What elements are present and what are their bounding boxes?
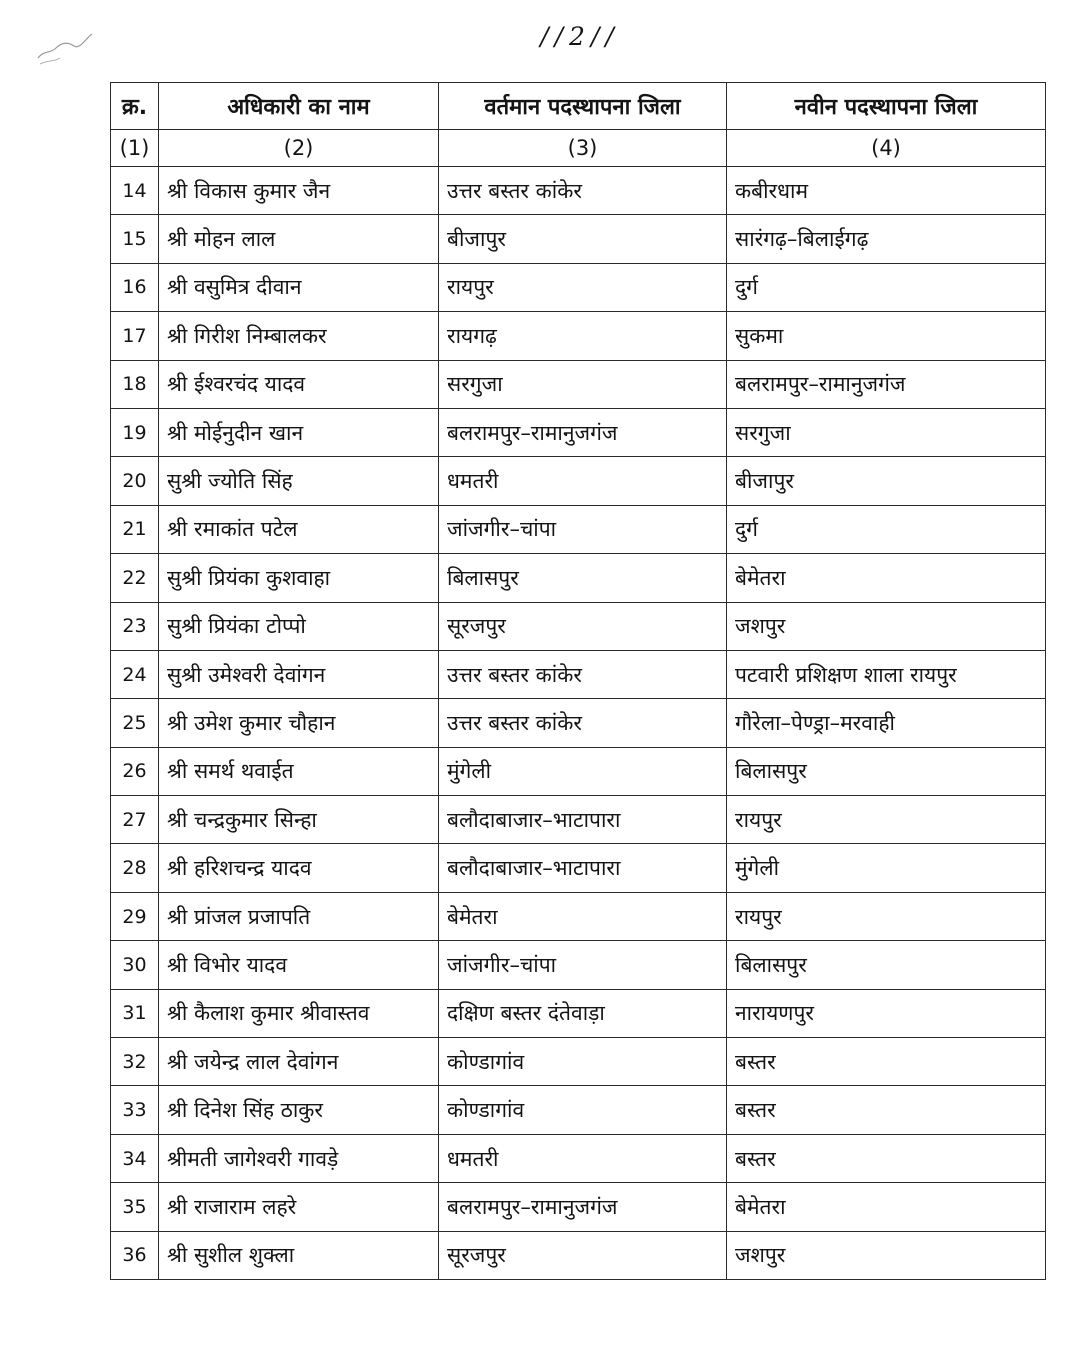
current-district-cell: रायगढ़ [439, 312, 727, 360]
serial-number-cell: 31 [111, 989, 159, 1037]
officer-name-cell: श्री कैलाश कुमार श्रीवास्तव [159, 989, 439, 1037]
officer-name-cell: श्री हरिशचन्द्र यादव [159, 844, 439, 892]
officer-name-cell: सुश्री प्रियंका टोप्पो [159, 602, 439, 650]
current-district-cell: जांजगीर–चांपा [439, 505, 727, 553]
serial-number-cell: 30 [111, 941, 159, 989]
column-number-1: (1) [111, 130, 159, 167]
officer-name-cell: सुश्री ज्योति सिंह [159, 457, 439, 505]
table-row [111, 1183, 1046, 1231]
table-row [111, 602, 1046, 650]
serial-number-cell: 21 [111, 505, 159, 553]
table-row [111, 408, 1046, 456]
page-number: //2// [540, 22, 620, 51]
current-district-cell: बलौदाबाजार–भाटापारा [439, 844, 727, 892]
new-district-cell: सरगुजा [727, 408, 1046, 456]
table-row [111, 1086, 1046, 1134]
officer-name-cell: सुश्री उमेश्वरी देवांगन [159, 650, 439, 698]
officer-name-cell: श्री राजाराम लहरे [159, 1183, 439, 1231]
serial-number-cell: 28 [111, 844, 159, 892]
current-district-cell: उत्तर बस्तर कांकेर [439, 167, 727, 215]
current-district-cell: उत्तर बस्तर कांकेर [439, 699, 727, 747]
new-district-cell: पटवारी प्रशिक्षण शाला रायपुर [727, 650, 1046, 698]
serial-number-cell: 19 [111, 408, 159, 456]
new-district-cell: बलरामपुर–रामानुजगंज [727, 360, 1046, 408]
officer-name-cell: श्री समर्थ थवाईत [159, 747, 439, 795]
current-district-cell: सूरजपुर [439, 1231, 727, 1279]
serial-number-cell: 35 [111, 1183, 159, 1231]
officer-name-cell: श्री ईश्वरचंद यादव [159, 360, 439, 408]
new-district-cell: बिलासपुर [727, 747, 1046, 795]
officer-name-cell: श्री सुशील शुक्ला [159, 1231, 439, 1279]
table-row [111, 892, 1046, 940]
serial-number-cell: 15 [111, 215, 159, 263]
new-district-cell: बिलासपुर [727, 941, 1046, 989]
serial-number-cell: 29 [111, 892, 159, 940]
table-row [111, 796, 1046, 844]
officer-name-cell: श्री रमाकांत पटेल [159, 505, 439, 553]
current-district-cell: बिलासपुर [439, 554, 727, 602]
column-number-4: (4) [727, 130, 1046, 167]
table-body [111, 167, 1046, 1280]
table-row [111, 167, 1046, 215]
current-district-cell: बीजापुर [439, 215, 727, 263]
officer-name-cell: श्री चन्द्रकुमार सिन्हा [159, 796, 439, 844]
officer-name-cell: सुश्री प्रियंका कुशवाहा [159, 554, 439, 602]
column-number-3: (3) [439, 130, 727, 167]
serial-number-cell: 32 [111, 1038, 159, 1086]
new-district-cell: जशपुर [727, 1231, 1046, 1279]
serial-number-cell: 36 [111, 1231, 159, 1279]
table-column-number-row [111, 130, 1046, 167]
new-district-cell: नारायणपुर [727, 989, 1046, 1037]
table-header-row [111, 83, 1046, 130]
current-district-cell: उत्तर बस्तर कांकेर [439, 650, 727, 698]
serial-number-cell: 16 [111, 263, 159, 311]
new-district-cell: रायपुर [727, 796, 1046, 844]
current-district-cell: बलौदाबाजार–भाटापारा [439, 796, 727, 844]
table-row [111, 941, 1046, 989]
table-row [111, 844, 1046, 892]
current-district-cell: कोण्डागांव [439, 1086, 727, 1134]
serial-number-cell: 17 [111, 312, 159, 360]
current-district-cell: कोण्डागांव [439, 1038, 727, 1086]
officer-name-cell: श्री जयेन्द्र लाल देवांगन [159, 1038, 439, 1086]
serial-number-cell: 23 [111, 602, 159, 650]
table-row [111, 554, 1046, 602]
table-row [111, 1231, 1046, 1279]
table-row [111, 360, 1046, 408]
ink-scribble-mark [30, 20, 100, 70]
new-district-cell: बेमेतरा [727, 554, 1046, 602]
officer-name-cell: श्रीमती जागेश्वरी गावड़े [159, 1134, 439, 1182]
new-district-cell: बीजापुर [727, 457, 1046, 505]
new-district-cell: दुर्ग [727, 263, 1046, 311]
new-district-cell: बस्तर [727, 1086, 1046, 1134]
current-district-cell: दक्षिण बस्तर दंतेवाड़ा [439, 989, 727, 1037]
serial-number-cell: 18 [111, 360, 159, 408]
header-serial: क्र. [111, 83, 159, 130]
new-district-cell: सारंगढ़–बिलाईगढ़ [727, 215, 1046, 263]
officer-name-cell: श्री मोहन लाल [159, 215, 439, 263]
new-district-cell: गौरेला–पेण्ड्रा–मरवाही [727, 699, 1046, 747]
current-district-cell: सरगुजा [439, 360, 727, 408]
table-row [111, 650, 1046, 698]
header-current-district: वर्तमान पदस्थापना जिला [439, 83, 727, 130]
column-number-2: (2) [159, 130, 439, 167]
table-row [111, 699, 1046, 747]
new-district-cell: बस्तर [727, 1038, 1046, 1086]
officer-name-cell: श्री उमेश कुमार चौहान [159, 699, 439, 747]
serial-number-cell: 14 [111, 167, 159, 215]
officer-name-cell: श्री वसुमित्र दीवान [159, 263, 439, 311]
current-district-cell: बलरामपुर–रामानुजगंज [439, 1183, 727, 1231]
header-new-district: नवीन पदस्थापना जिला [727, 83, 1046, 130]
current-district-cell: रायपुर [439, 263, 727, 311]
new-district-cell: जशपुर [727, 602, 1046, 650]
table-row [111, 1134, 1046, 1182]
new-district-cell: बस्तर [727, 1134, 1046, 1182]
table-row [111, 215, 1046, 263]
table-row [111, 312, 1046, 360]
new-district-cell: कबीरधाम [727, 167, 1046, 215]
serial-number-cell: 22 [111, 554, 159, 602]
officer-name-cell: श्री विभोर यादव [159, 941, 439, 989]
table-row [111, 1038, 1046, 1086]
table-row [111, 505, 1046, 553]
serial-number-cell: 25 [111, 699, 159, 747]
current-district-cell: बलरामपुर–रामानुजगंज [439, 408, 727, 456]
new-district-cell: दुर्ग [727, 505, 1046, 553]
officer-name-cell: श्री गिरीश निम्बालकर [159, 312, 439, 360]
table-row [111, 457, 1046, 505]
serial-number-cell: 33 [111, 1086, 159, 1134]
new-district-cell: मुंगेली [727, 844, 1046, 892]
current-district-cell: जांजगीर–चांपा [439, 941, 727, 989]
serial-number-cell: 20 [111, 457, 159, 505]
officer-posting-table [110, 82, 1046, 1280]
officer-name-cell: श्री मोईनुदीन खान [159, 408, 439, 456]
officer-name-cell: श्री प्रांजल प्रजापति [159, 892, 439, 940]
officer-name-cell: श्री विकास कुमार जैन [159, 167, 439, 215]
current-district-cell: धमतरी [439, 457, 727, 505]
officer-name-cell: श्री दिनेश सिंह ठाकुर [159, 1086, 439, 1134]
current-district-cell: बेमेतरा [439, 892, 727, 940]
current-district-cell: धमतरी [439, 1134, 727, 1182]
new-district-cell: सुकमा [727, 312, 1046, 360]
serial-number-cell: 26 [111, 747, 159, 795]
table-row [111, 263, 1046, 311]
new-district-cell: बेमेतरा [727, 1183, 1046, 1231]
serial-number-cell: 27 [111, 796, 159, 844]
table-row [111, 989, 1046, 1037]
current-district-cell: मुंगेली [439, 747, 727, 795]
current-district-cell: सूरजपुर [439, 602, 727, 650]
serial-number-cell: 24 [111, 650, 159, 698]
table-row [111, 747, 1046, 795]
new-district-cell: रायपुर [727, 892, 1046, 940]
header-officer-name: अधिकारी का नाम [159, 83, 439, 130]
serial-number-cell: 34 [111, 1134, 159, 1182]
